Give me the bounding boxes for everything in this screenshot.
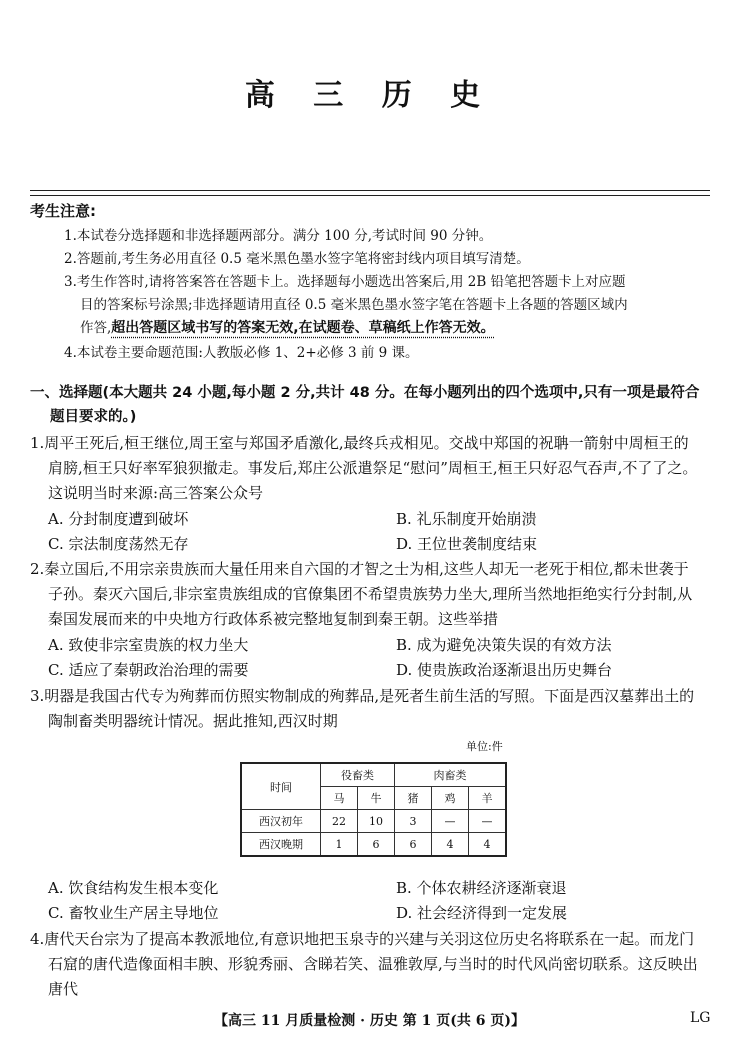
table-row-label: 西汉晚期 xyxy=(241,833,321,857)
question-line: 2.秦立国后,不用宗亲贵族而大量任用来自六国的才智之士为相,这些人却无一老死于相位,都未世袭于 xyxy=(30,560,689,578)
notice-emphasis: 超出答题区域书写的答案无效,在试题卷、草稿纸上作答无效。 xyxy=(111,320,495,336)
question-line: 这说明当时来源:高三答案公众号 xyxy=(48,484,264,502)
question-line: 陶制畜类明器统计情况。据此推知,西汉时期 xyxy=(48,712,338,730)
table-header-time: 时间 xyxy=(241,763,321,810)
table-cell: 6 xyxy=(395,833,432,857)
page-title: 高 三 历 史 xyxy=(244,78,495,113)
notice-item: 作答, xyxy=(80,320,112,336)
table-cell: 4 xyxy=(432,833,469,857)
question-line: 石窟的唐代造像面相丰腴、形貌秀丽、含睇若笑、温雅敦厚,与当时的时代风尚密切联系。这反映出 xyxy=(48,955,698,973)
table-cell: — xyxy=(469,810,507,833)
question-line: 秦国发展而来的中央地方行政体系被完整地复制到秦王朝。这些举措 xyxy=(48,610,499,628)
notice-item: 4.本试卷主要命题范围:人教版必修 1、2+必修 3 前 9 课。 xyxy=(64,345,419,361)
section-heading-cont: 题目要求的。) xyxy=(50,409,137,425)
table-cell: 6 xyxy=(358,833,395,857)
divider-bottom xyxy=(30,195,710,196)
option: C. 畜牧业生产居主导地位 xyxy=(48,904,219,922)
notice-item: 2.答题前,考生务必用直径 0.5 毫米黑色墨水签字笔将密封线内项目填写清楚。 xyxy=(64,251,530,267)
option: A. 分封制度遭到破坏 xyxy=(48,510,189,528)
table-col-header: 羊 xyxy=(469,787,507,810)
option: B. 个体农耕经济逐渐衰退 xyxy=(396,879,567,897)
notice-item: 1.本试卷分选择题和非选择题两部分。满分 100 分,考试时间 90 分钟。 xyxy=(64,228,493,244)
table-group-header: 役畜类 xyxy=(321,763,395,787)
table-cell: 22 xyxy=(321,810,358,833)
option: D. 社会经济得到一定发展 xyxy=(396,904,568,922)
footer-code: LG xyxy=(690,1010,711,1026)
question-line: 1.周平王死后,桓王继位,周王室与郑国矛盾激化,最终兵戎相见。交战中郑国的祝聃一箭射中周桓王的 xyxy=(30,434,689,452)
notice-item: 3.考生作答时,请将答案答在答题卡上。选择题每小题选出答案后,用 2B 铅笔把答题卡上对应题 xyxy=(64,274,626,290)
table-col-header: 鸡 xyxy=(432,787,469,810)
table-col-header: 马 xyxy=(321,787,358,810)
divider-top xyxy=(30,190,710,191)
table-cell: 4 xyxy=(469,833,507,857)
notice-item: 目的答案标号涂黑;非选择题请用直径 0.5 毫米黑色墨水签字笔在答题卡上各题的答题区域内 xyxy=(80,297,628,313)
table-row xyxy=(241,833,506,857)
option: B. 礼乐制度开始崩溃 xyxy=(396,510,537,528)
data-table xyxy=(240,762,507,857)
option: C. 适应了秦朝政治治理的需要 xyxy=(48,661,249,679)
notice-heading: 考生注意: xyxy=(30,202,96,220)
question-line: 唐代 xyxy=(48,980,79,998)
option: B. 成为避免决策失误的有效方法 xyxy=(396,636,612,654)
table-row-label: 西汉初年 xyxy=(241,810,321,833)
option: D. 王位世袭制度结束 xyxy=(396,535,538,553)
section-heading: 一、选择题(本大题共 24 小题,每小题 2 分,共计 48 分。在每小题列出的四个选项中,只有一项是最符合 xyxy=(30,385,700,401)
option: A. 饮食结构发生根本变化 xyxy=(48,879,219,897)
table-col-header: 牛 xyxy=(358,787,395,810)
question-line: 肩膀,桓王只好率军狼狈撤走。事发后,郑庄公派遣祭足“慰问”周桓王,桓王只好忍气吞声,不了了之。 xyxy=(48,459,698,477)
option: C. 宗法制度荡然无存 xyxy=(48,535,189,553)
table-cell: 10 xyxy=(358,810,395,833)
question-line: 4.唐代天台宗为了提高本教派地位,有意识地把玉泉寺的兴建与关羽这位历史名将联系在一起。而龙门 xyxy=(30,930,695,948)
table-col-header: 猪 xyxy=(395,787,432,810)
table-cell: 1 xyxy=(321,833,358,857)
table-group-header: 肉畜类 xyxy=(395,763,507,787)
option: A. 致使非宗室贵族的权力坐大 xyxy=(48,636,249,654)
table-cell: — xyxy=(432,810,469,833)
table-row xyxy=(241,810,506,833)
notice-line xyxy=(80,316,495,337)
option: D. 使贵族政治逐渐退出历史舞台 xyxy=(396,661,613,679)
question-line: 子孙。秦灭六国后,非宗室贵族组成的官僚集团不希望贵族势力坐大,理所当然地拒绝实行分封制,从 xyxy=(48,585,693,603)
table-cell: 3 xyxy=(395,810,432,833)
question-line: 3.明器是我国古代专为殉葬而仿照实物制成的殉葬品,是死者生前生活的写照。下面是西汉墓葬出土的 xyxy=(30,687,695,705)
table-unit: 单位:件 xyxy=(466,740,503,753)
page-footer: 【高三 11 月质量检测 · 历史 第 1 页(共 6 页)】 xyxy=(214,1013,525,1029)
